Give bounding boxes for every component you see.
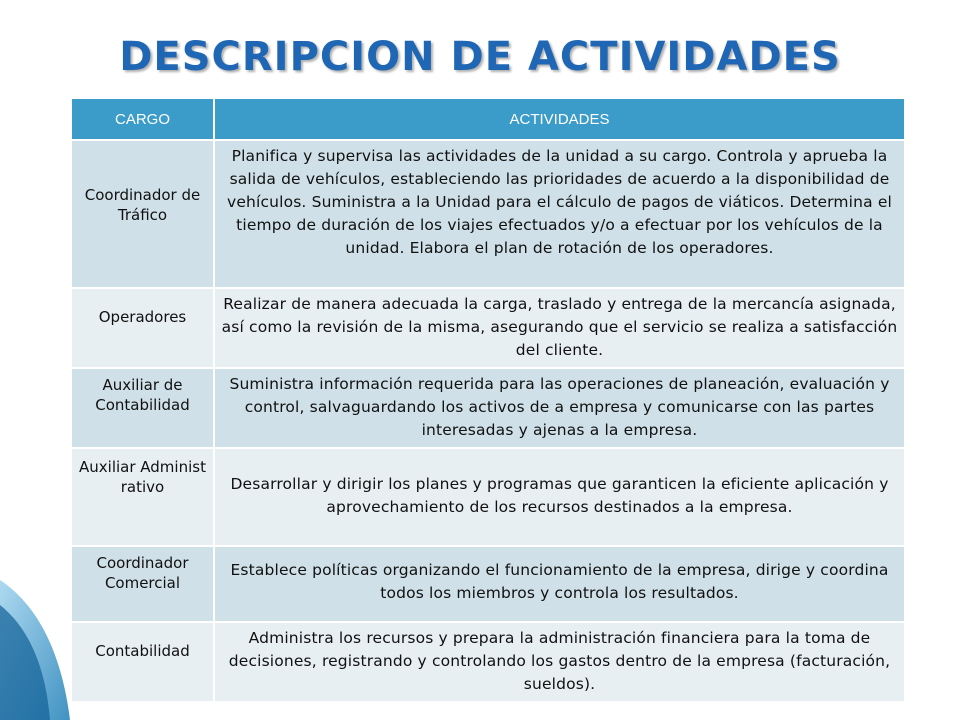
actividades-cell: Planifica y supervisa las actividades de la unidad a su cargo. Controla y aprueba la salida de vehículos, estableciendo las prioridades de acuerdo a la disponibilidad de vehículos. Suministra a la Unidad para el cálculo de pagos de viáticos. Determina el tiempo de duración de los viajes efectuados y/o a efectuar por los vehículos de la unidad. Elabora el plan de rotación de los operadores. <box>214 140 904 288</box>
table-row <box>72 368 904 448</box>
cargo-cell: Coordinador Comercial <box>72 546 214 622</box>
table-row <box>72 546 904 622</box>
cargo-cell: Auxiliar de Contabilidad <box>72 368 214 448</box>
table-row <box>72 448 904 546</box>
decorative-swoosh <box>0 560 80 720</box>
actividades-cell: Establece políticas organizando el funcionamiento de la empresa, dirige y coordina todos los miembros y controla los resultados. <box>214 546 904 622</box>
header-cargo: CARGO <box>72 99 214 140</box>
actividades-cell: Administra los recursos y prepara la administración financiera para la toma de decisiones, registrando y controlando los gastos dentro de la empresa (facturación, sueldos). <box>214 622 904 702</box>
cargo-cell: Coordinador de Tráfico <box>72 140 214 288</box>
table-row <box>72 622 904 702</box>
page-title: DESCRIPCION DE ACTIVIDADES <box>119 34 841 80</box>
actividades-cell: Suministra información requerida para las operaciones de planeación, evaluación y control, salvaguardando los activos de a empresa y comunicarse con las partes interesadas y ajenas a la empresa. <box>214 368 904 448</box>
table-header-row <box>72 99 904 140</box>
table-row <box>72 140 904 288</box>
cargo-cell: Operadores <box>72 288 214 368</box>
header-actividades: ACTIVIDADES <box>214 99 904 140</box>
actividades-cell: Realizar de manera adecuada la carga, traslado y entrega de la mercancía asignada, así como la revisión de la misma, asegurando que el servicio se realiza a satisfacción del cliente. <box>214 288 904 368</box>
table-row <box>72 288 904 368</box>
actividades-cell: Desarrollar y dirigir los planes y programas que garanticen la eficiente aplicación y aprovechamiento de los recursos destinados a la empresa. <box>214 448 904 546</box>
activities-table <box>72 99 904 703</box>
cargo-cell: Auxiliar Administrativo <box>72 448 214 546</box>
cargo-cell: Contabilidad <box>72 622 214 702</box>
